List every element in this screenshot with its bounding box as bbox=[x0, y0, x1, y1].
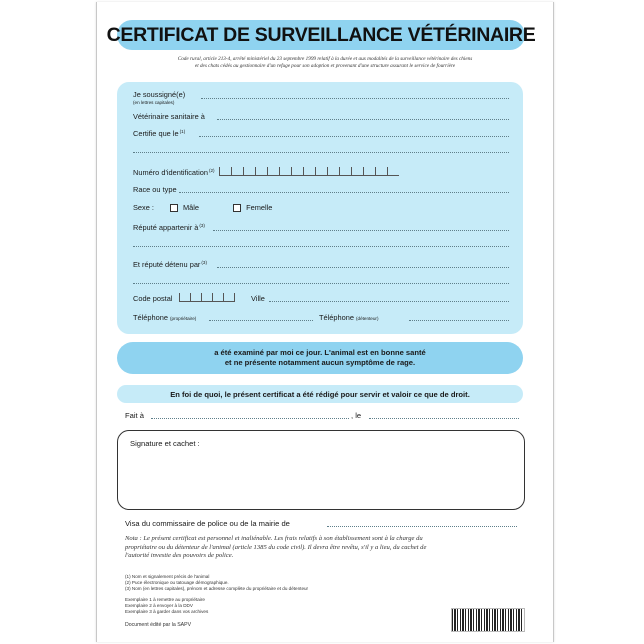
legal-reference-line-2: et des chats cédés au gestionnaire d'un refuge pour son adoption et provenant d'une structure assurant le service de fourrière bbox=[194, 62, 456, 69]
detenu-row bbox=[133, 260, 207, 269]
veterinaire-label: Vétérinaire sanitaire à bbox=[133, 112, 205, 121]
certifie-label: Certifie que le bbox=[133, 129, 179, 138]
code-postal-field[interactable] bbox=[179, 293, 235, 302]
telephone-owner-row bbox=[133, 313, 196, 322]
nota-line-2: propriétaire ou du détenteur de l'animal (article 1385 du code civil). Il devra être revêtu, s'il y a lieu, du cachet de bbox=[125, 543, 427, 551]
male-checkbox[interactable] bbox=[170, 204, 178, 212]
legal-reference-line-1: Code rural, article 213-4, arrêté ministériel du 23 septembre 1999 relatif à la durée et aux modalités de la surveillance vétérinaire des chiens bbox=[177, 56, 473, 62]
owner-field[interactable] bbox=[213, 230, 509, 231]
signature-label: Signature et cachet : bbox=[130, 439, 200, 448]
attestation-text: En foi de quoi, le présent certificat a été rédigé pour servir et valoir ce que de droit. bbox=[170, 389, 470, 399]
title-banner bbox=[106, 20, 536, 50]
identification-row bbox=[133, 168, 215, 177]
visa-field[interactable] bbox=[327, 526, 517, 527]
identification-note: (2) bbox=[208, 168, 215, 173]
telephone-owner-field[interactable] bbox=[209, 320, 313, 321]
keeper-field-continued[interactable] bbox=[133, 283, 509, 284]
soussigne-row bbox=[133, 90, 185, 99]
detenu-note: (3) bbox=[201, 260, 208, 265]
female-checkbox[interactable] bbox=[233, 204, 241, 212]
editor-credit: Document édité par la SAPV bbox=[125, 622, 192, 628]
appartenir-row bbox=[133, 223, 205, 232]
sexe-row bbox=[133, 203, 272, 212]
nota-block bbox=[125, 535, 525, 561]
telephone-keeper-hint: (détenteur) bbox=[356, 316, 379, 321]
barcode bbox=[451, 608, 525, 632]
race-label: Race ou type bbox=[133, 185, 177, 194]
copy-1: Exemplaire 1 à remettre au propriétaire bbox=[125, 597, 205, 602]
fait-label: Fait à bbox=[125, 411, 144, 420]
soussigne-label: Je soussigné(e) bbox=[133, 90, 186, 99]
ville-field[interactable] bbox=[269, 301, 509, 302]
soussigne-hint: (en lettres capitales) bbox=[133, 100, 175, 105]
copy-distribution bbox=[125, 597, 208, 614]
identification-label: Numéro d'identification bbox=[133, 168, 208, 177]
copy-2: Exemplaire 2 à envoyer à la DDV bbox=[125, 602, 193, 608]
date-field[interactable] bbox=[369, 418, 519, 419]
attestation-statement bbox=[117, 385, 523, 403]
date-label: , le bbox=[351, 411, 362, 420]
telephone-keeper-label: Téléphone bbox=[319, 313, 354, 322]
certifie-note: (1) bbox=[179, 129, 186, 134]
female-label: Femelle bbox=[246, 203, 273, 212]
exam-statement-line-2: et ne présente notamment aucun symptôme de rage. bbox=[224, 358, 416, 367]
code-postal-label: Code postal bbox=[133, 294, 173, 303]
certifie-field-continued[interactable] bbox=[133, 152, 509, 153]
visa-label: Visa du commissaire de police ou de la mairie de bbox=[125, 519, 290, 528]
animal-info-panel bbox=[117, 82, 523, 334]
soussigne-field[interactable] bbox=[201, 98, 509, 99]
ville-label: Ville bbox=[251, 294, 265, 303]
telephone-owner-label: Téléphone bbox=[133, 313, 168, 322]
nota-line-3: l'autorité investie des pouvoirs de police. bbox=[125, 552, 234, 560]
owner-field-continued[interactable] bbox=[133, 246, 509, 247]
footnote-3: (3) Nom (en lettres capitales), prénom et adresse complète du propriétaire et du détenteur bbox=[125, 585, 309, 591]
veterinaire-field[interactable] bbox=[217, 119, 509, 120]
detenu-label: Et réputé détenu par bbox=[133, 260, 201, 269]
legal-reference bbox=[123, 56, 527, 69]
keeper-field[interactable] bbox=[217, 267, 509, 268]
sexe-label: Sexe : bbox=[133, 203, 154, 212]
footnotes bbox=[125, 574, 308, 591]
exam-statement bbox=[117, 342, 523, 374]
certifie-row bbox=[133, 129, 185, 138]
identification-field[interactable] bbox=[219, 167, 399, 176]
certifie-field[interactable] bbox=[199, 136, 509, 137]
telephone-keeper-field[interactable] bbox=[409, 320, 509, 321]
race-field[interactable] bbox=[179, 192, 509, 193]
signature-box[interactable] bbox=[117, 430, 525, 510]
footnote-1: (1) Nom et signalement précis de l'animal bbox=[125, 574, 210, 579]
exam-statement-line-1: a été examiné par moi ce jour. L'animal est en bonne santé bbox=[214, 347, 426, 357]
male-label: Mâle bbox=[183, 203, 200, 212]
fait-field[interactable] bbox=[151, 418, 349, 419]
page-title: CERTIFICAT DE SURVEILLANCE VÉTÉRINAIRE bbox=[106, 23, 536, 46]
certificate-page bbox=[96, 2, 554, 642]
telephone-keeper-row bbox=[319, 313, 378, 322]
nota-line-1: Nota : Le présent certificat est personnel et inaliénable. Les frais relatifs à son établissement sont à la charge du bbox=[125, 535, 423, 542]
appartenir-label: Réputé appartenir à bbox=[133, 223, 199, 232]
appartenir-note: (3) bbox=[199, 223, 205, 228]
copy-3: Exemplaire 3 à garder dans vos archives bbox=[125, 608, 209, 614]
footnote-2: (2) Puce électronique ou tatouage démographique. bbox=[125, 579, 229, 585]
telephone-owner-hint: (propriétaire) bbox=[170, 316, 197, 321]
